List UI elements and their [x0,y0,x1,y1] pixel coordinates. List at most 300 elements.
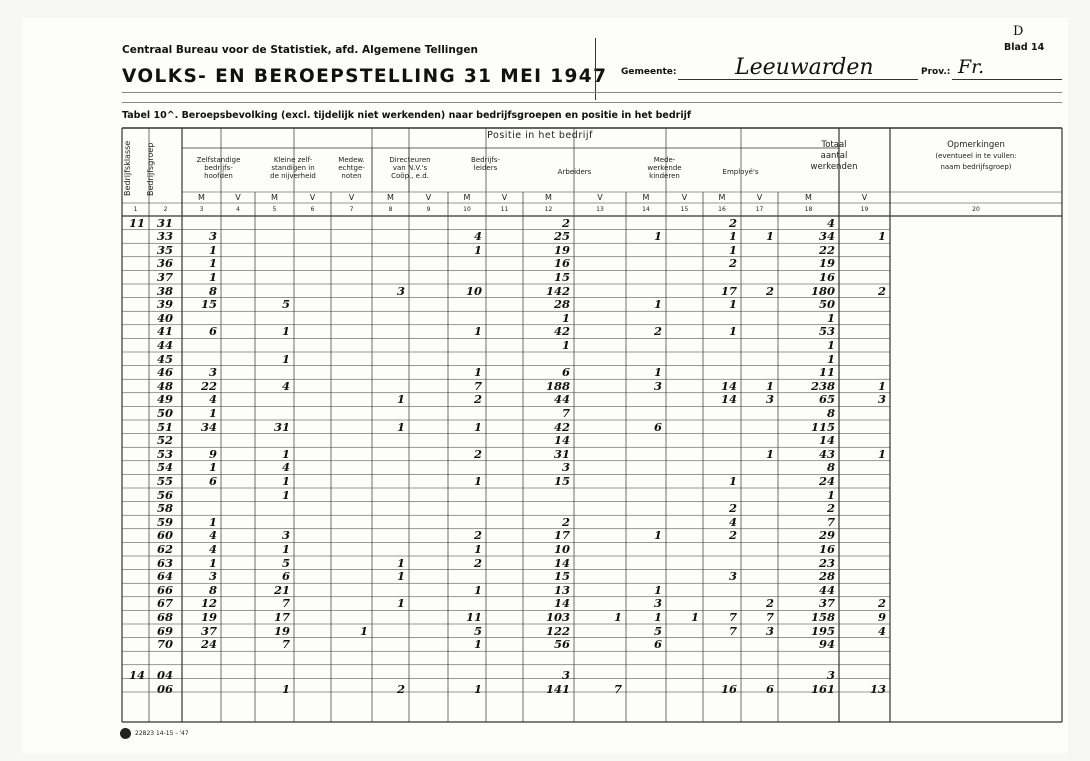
cell-bedrijfsleiders-m: 2 [473,392,482,407]
cell-totaal-m: 16 [818,541,835,556]
cell-arbeiders-m: 15 [553,473,570,488]
cell-bedrijfsgroep: 36 [157,256,174,271]
cell-totaal-m: 180 [810,283,835,298]
cell-directeuren-m: 1 [396,569,405,584]
cell-arbeiders-m: 14 [553,596,570,611]
cell-bedrijfsleiders-m: 1 [473,324,482,339]
col-employes-line: Employé's [722,168,759,176]
cell-totaal-m: 37 [818,596,835,611]
cell-arbeiders-m: 7 [561,405,570,420]
col-totaal-line: aantal [820,151,848,161]
cell-directeuren-m: 2 [396,681,405,696]
cell-bedrijfsgroep: 64 [157,569,174,584]
column-number: 17 [755,206,764,213]
cell-totaal-m: 4 [826,215,835,230]
cell-employes-v: 7 [765,609,774,624]
cell-medewerkende-m: 1 [653,365,662,380]
cell-bedrijfsgroep: 55 [157,473,174,488]
cell-bedrijfsgroep: 63 [157,555,174,570]
column-number: 20 [972,206,980,213]
cell-zelfstandige-m: 15 [200,297,217,312]
cell-bedrijfsgroep: 62 [157,541,174,556]
column-number: 19 [860,206,869,213]
col-medewerkende-kinderen-line: kinderen [649,172,680,180]
cell-bedrijfsleiders-m: 1 [473,419,482,434]
cell-bedrijfsgroep: 59 [157,514,174,529]
cell-kleine-m: 17 [273,609,290,624]
cell-employes-m: 1 [728,242,737,257]
col-bedrijfsklasse: Bedrijfsklasse [123,140,132,196]
column-number: 10 [463,206,471,213]
cell-zelfstandige-m: 1 [208,555,217,570]
cell-bedrijfsgroep: 54 [157,460,174,475]
cell-zelfstandige-m: 4 [208,392,217,407]
col-medewerkende-echtgenoten [331,156,372,180]
col-bedrijfsleiders [448,156,523,172]
cell-kleine-m: 6 [281,569,290,584]
cell-totaal-m: 238 [810,378,835,393]
cell-totaal-v: 2 [877,596,886,611]
cell-totaal-m: 8 [826,460,835,475]
cell-employes-m: 1 [728,297,737,312]
cell-bedrijfsgroep: 45 [157,351,174,366]
col-directeuren-line: Directeuren [389,156,431,164]
cell-bedrijfsgroep: 68 [157,609,174,624]
cell-totaal-m: 23 [818,555,835,570]
cell-zelfstandige-m: 12 [200,596,217,611]
cell-employes-m: 2 [728,215,737,230]
col-opmerkingen-line: Opmerkingen [947,140,1005,150]
cell-kleine-m: 1 [281,351,290,366]
cell-totaal-m: 1 [826,337,835,352]
cell-bedrijfsleiders-m: 1 [473,582,482,597]
col-medewerkende-kinderen [626,156,703,180]
cell-totaal-m: 65 [818,392,835,407]
column-number: 5 [272,206,277,213]
cell-employes-m: 2 [728,528,737,543]
cell-zelfstandige-m: 22 [200,378,217,393]
cell-kleine-m: 31 [273,419,290,434]
mv-label-v: V [501,193,508,202]
cell-arbeiders-m: 14 [553,555,570,570]
cell-arbeiders-v: 7 [613,681,622,696]
cell-bedrijfsgroep: 67 [157,596,174,611]
gemeente-label: Gemeente: [621,67,677,77]
footer-stamp: 22823 14-15 - '47 [120,728,189,739]
cell-kleine-m: 19 [273,623,290,638]
cell-arbeiders-m: 13 [553,582,570,597]
column-number: 4 [236,206,240,213]
cell-totaal-m: 34 [818,229,835,244]
cell-zelfstandige-m: 24 [200,637,217,652]
cell-bedrijfsgroep: 60 [157,528,174,543]
cell-medewerkende-m: 3 [653,378,662,393]
cell-medewerkende-m: 6 [653,637,662,652]
cell-totaal-m: 29 [818,528,835,543]
cell-arbeiders-m: 141 [545,681,570,696]
cell-bedrijfsleiders-m: 2 [473,555,482,570]
cell-arbeiders-m: 3 [561,460,570,475]
cell-totaal-m: 2 [826,501,835,516]
cell-directeuren-m: 1 [396,392,405,407]
col-directeuren-line: van N.V.'s [392,164,428,172]
col-positie: Positie in het bedrijf [487,130,593,141]
mv-label-m: M [718,193,726,202]
cell-arbeiders-m: 10 [553,541,570,556]
cell-medewerkende-v: 1 [690,609,699,624]
col-kleine-zelfstandigen-line: standigen in [271,164,315,172]
cell-arbeiders-m: 14 [553,433,570,448]
col-medewerkende-echtgenoten-line: noten [341,172,362,180]
col-zelfstandige-line: hoofden [204,172,233,180]
cell-kleine-m: 21 [273,582,290,597]
cell-medewerkende-m: 5 [653,623,662,638]
cell-employes-m: 2 [728,256,737,271]
cell-medewerkende-m: 1 [653,229,662,244]
cell-arbeiders-m: 142 [545,283,570,298]
cell-directeuren-m: 1 [396,419,405,434]
cell-totaal-m: 1 [826,487,835,502]
cell-arbeiders-v: 1 [613,609,622,624]
cell-totaal-m: 14 [818,433,835,448]
col-opmerkingen-line: naam bedrijfsgroep) [940,163,1012,171]
cell-bedrijfsleiders-m: 4 [473,229,482,244]
cell-medewerkende-m: 1 [653,609,662,624]
cell-arbeiders-m: 15 [553,569,570,584]
cell-totaal-m: 8 [826,405,835,420]
mv-label-m: M [387,193,394,202]
cell-zelfstandige-m: 6 [208,324,217,339]
cell-bedrijfsgroep: 06 [157,681,174,696]
col-zelfstandige-line: bedrijfs- [204,164,233,172]
col-totaal-line: werkenden [810,162,858,172]
cell-bedrijfsleiders-m: 10 [465,283,482,298]
cell-kleine-m: 1 [281,541,290,556]
cell-medew-v: 1 [359,623,368,638]
cell-bedrijfsgroep: 40 [157,310,174,325]
cell-bedrijfsgroep: 37 [157,269,174,284]
col-directeuren-line: Coöp., e.d. [391,172,429,180]
cell-arbeiders-m: 1 [561,337,570,352]
cell-zelfstandige-m: 6 [208,473,217,488]
cell-arbeiders-m: 25 [553,229,570,244]
column-number: 11 [500,206,509,213]
cell-bedrijfsleiders-m: 2 [473,446,482,461]
cell-kleine-m: 1 [281,324,290,339]
cell-bedrijfsleiders-m: 1 [473,637,482,652]
cell-zelfstandige-m: 3 [208,569,217,584]
column-number: 6 [310,206,315,213]
cell-zelfstandige-m: 3 [208,229,217,244]
cell-bedrijfsgroep: 46 [157,365,174,380]
cell-employes-m: 16 [720,681,737,696]
column-number: 13 [596,206,604,213]
mv-label-v: V [681,193,688,202]
cell-bedrijfsleiders-m: 7 [473,378,482,393]
cell-bedrijfsleiders-m: 1 [473,365,482,380]
cell-totaal-v: 2 [877,283,886,298]
prov-label: Prov.: [921,67,951,77]
cell-bedrijfsklasse: 14 [128,668,145,683]
cell-arbeiders-m: 56 [553,637,570,652]
cell-employes-m: 1 [728,324,737,339]
col-bedrijfsleiders-line: leiders [473,164,498,172]
cell-totaal-m: 22 [818,242,835,257]
cell-zelfstandige-m: 4 [208,528,217,543]
cell-totaal-v: 9 [877,609,886,624]
cell-employes-m: 3 [728,569,737,584]
cell-bedrijfsgroep: 48 [157,378,174,393]
cell-totaal-v: 1 [877,229,886,244]
cell-employes-m: 2 [728,501,737,516]
cell-bedrijfsgroep: 41 [157,324,174,339]
cell-bedrijfsgroep: 33 [157,229,174,244]
cell-zelfstandige-m: 4 [208,541,217,556]
cell-employes-v: 1 [765,378,774,393]
column-number: 12 [544,206,553,213]
cell-bedrijfsgroep: 44 [157,337,174,352]
cell-bedrijfsleiders-m: 1 [473,473,482,488]
cell-medewerkende-m: 1 [653,582,662,597]
cell-zelfstandige-m: 37 [200,623,217,638]
column-number: 3 [199,206,204,213]
cell-zelfstandige-m: 1 [208,256,217,271]
cell-bedrijfsleiders-m: 1 [473,681,482,696]
cell-employes-v: 2 [765,596,774,611]
column-number: 7 [349,206,354,213]
cell-arbeiders-m: 15 [553,269,570,284]
cell-employes-m: 4 [728,514,737,529]
cell-totaal-m: 24 [818,473,835,488]
header-organization: Centraal Bureau voor de Statistiek, afd. Algemene Tellingen [122,44,478,56]
col-opmerkingen [890,140,1062,173]
column-number: 9 [426,206,431,213]
cell-zelfstandige-m: 1 [208,269,217,284]
cell-totaal-v: 1 [877,378,886,393]
col-totaal [778,140,890,173]
cell-arbeiders-m: 6 [561,365,570,380]
cell-bedrijfsleiders-m: 1 [473,242,482,257]
cell-employes-m: 7 [728,609,737,624]
mv-label-v: V [756,193,763,202]
cell-arbeiders-m: 188 [545,378,570,393]
cell-arbeiders-m: 31 [553,446,570,461]
table-title: Tabel 10^. Beroepsbevolking (excl. tijdelijk niet werkenden) naar bedrijfsgroepen en positie in het bedrijf [122,110,692,121]
col-directeuren [372,156,448,180]
cell-kleine-m: 7 [281,637,290,652]
mv-label-v: V [597,193,603,202]
cell-zelfstandige-m: 1 [208,460,217,475]
cell-employes-v: 1 [765,446,774,461]
cell-zelfstandige-m: 1 [208,514,217,529]
gemeente-value: Leeuwarden [735,55,874,80]
column-number: 15 [680,206,689,213]
cell-bedrijfsgroep: 56 [157,487,174,502]
cell-employes-v: 1 [765,229,774,244]
cell-kleine-m: 1 [281,473,290,488]
cell-totaal-m: 44 [818,582,835,597]
cell-directeuren-m: 3 [396,283,405,298]
cell-directeuren-m: 1 [396,596,405,611]
col-medewerkende-echtgenoten-line: Medew. [338,156,365,164]
column-number: 1 [133,206,138,213]
cell-totaal-m: 161 [810,681,835,696]
col-bedrijfsgroep: Bedrijfsgroep [146,142,155,196]
col-medewerkende-kinderen-line: werkende [647,164,682,172]
mv-label-v: V [235,193,241,202]
cell-totaal-m: 53 [818,324,835,339]
cell-employes-m: 17 [720,283,737,298]
cell-arbeiders-m: 42 [553,419,570,434]
cell-kleine-m: 4 [281,378,290,393]
cell-totaal-m: 94 [818,637,835,652]
cell-bedrijfsgroep: 38 [157,283,174,298]
cell-arbeiders-m: 16 [553,256,570,271]
cell-bedrijfsgroep: 49 [157,392,174,407]
cell-zelfstandige-m: 8 [208,283,217,298]
col-kleine-zelfstandigen-line: Kleine zelf- [273,156,313,164]
cell-employes-m: 14 [720,392,737,407]
mv-label-m: M [198,193,205,202]
top-mark: D [1013,24,1024,39]
column-number: 18 [804,206,813,213]
column-number: 2 [163,206,168,213]
cell-bedrijfsgroep: 51 [157,419,174,434]
cell-zelfstandige-m: 3 [208,365,217,380]
cell-totaal-m: 158 [810,609,835,624]
col-arbeiders [523,168,626,176]
blad-label: Blad 14 [1004,42,1045,53]
cell-bedrijfsklasse: 11 [128,215,145,230]
mv-label-v: V [861,193,868,202]
cell-arbeiders-m: 103 [545,609,570,624]
cell-totaal-m: 11 [818,365,835,380]
mv-label-v: V [309,193,316,202]
cell-bedrijfsgroep: 50 [157,405,174,420]
cell-totaal-v: 3 [877,392,886,407]
stamp-dot-icon [120,728,131,739]
cell-totaal-v: 13 [869,681,886,696]
cell-zelfstandige-m: 1 [208,405,217,420]
cell-totaal-v: 4 [877,623,886,638]
cell-totaal-m: 16 [818,269,835,284]
cell-totaal-m: 43 [818,446,835,461]
cell-totaal-m: 1 [826,351,835,366]
mv-label-m: M [642,193,650,202]
cell-employes-m: 1 [728,473,737,488]
cell-bedrijfsleiders-m: 1 [473,541,482,556]
cell-employes-m: 7 [728,623,737,638]
cell-employes-m: 1 [728,229,737,244]
col-employes [703,168,778,176]
cell-kleine-m: 1 [281,446,290,461]
cell-arbeiders-m: 28 [553,297,570,312]
cell-zelfstandige-m: 8 [208,582,217,597]
cell-employes-v: 6 [765,681,774,696]
cell-bedrijfsgroep: 70 [157,637,174,652]
mv-label-v: V [425,193,432,202]
col-kleine-zelfstandigen [255,156,331,180]
cell-totaal-m: 3 [826,668,835,683]
column-number: 14 [642,206,650,213]
cell-medewerkende-m: 6 [653,419,662,434]
cell-employes-v: 3 [765,623,774,638]
cell-totaal-m: 19 [818,256,835,271]
cell-kleine-m: 5 [281,555,290,570]
cell-medewerkende-m: 3 [653,596,662,611]
cell-employes-v: 2 [765,283,774,298]
cell-totaal-m: 28 [818,569,835,584]
cell-kleine-m: 1 [281,681,290,696]
cell-arbeiders-m: 2 [561,215,570,230]
cell-kleine-m: 3 [281,528,290,543]
cell-arbeiders-m: 42 [553,324,570,339]
cell-arbeiders-m: 17 [553,528,570,543]
cell-totaal-v: 1 [877,446,886,461]
mv-label-m: M [545,193,552,202]
cell-directeuren-m: 1 [396,555,405,570]
mv-label-m: M [271,193,278,202]
col-medewerkende-echtgenoten-line: echtge- [338,164,365,172]
col-opmerkingen-line: (eventueel in te vullen: [935,152,1017,160]
cell-kleine-m: 1 [281,487,290,502]
cell-arbeiders-m: 1 [561,310,570,325]
col-bedrijfsleiders-line: Bedrijfs- [471,156,500,164]
col-arbeiders-line: Arbeiders [557,168,592,176]
cell-bedrijfsgroep: 31 [157,215,174,230]
cell-totaal-m: 1 [826,310,835,325]
column-number: 8 [388,206,393,213]
cell-zelfstandige-m: 9 [208,446,217,461]
cell-bedrijfsgroep: 53 [157,446,174,461]
cell-employes-v: 3 [765,392,774,407]
cell-arbeiders-m: 3 [561,668,570,683]
cell-bedrijfsleiders-m: 11 [465,609,482,624]
cell-arbeiders-m: 19 [553,242,570,257]
cell-bedrijfsgroep: 52 [157,433,174,448]
prov-value: Fr. [958,56,985,78]
cell-arbeiders-m: 44 [553,392,570,407]
mv-label-v: V [348,193,355,202]
col-medewerkende-kinderen-line: Mede- [653,156,676,164]
cell-bedrijfsgroep: 35 [157,242,174,257]
cell-kleine-m: 4 [281,460,290,475]
col-kleine-zelfstandigen-line: de nijverheid [270,172,316,180]
col-zelfstandige [182,156,255,180]
cell-medewerkende-m: 2 [653,324,662,339]
col-zelfstandige-line: Zelfstandige [196,156,241,164]
cell-bedrijfsgroep: 69 [157,623,174,638]
cell-arbeiders-m: 2 [561,514,570,529]
cell-zelfstandige-m: 34 [200,419,217,434]
cell-bedrijfsgroep: 04 [157,668,174,683]
cell-arbeiders-m: 122 [545,623,570,638]
cell-zelfstandige-m: 1 [208,242,217,257]
cell-totaal-m: 115 [810,419,835,434]
cell-bedrijfsgroep: 58 [157,501,174,516]
column-number: 16 [718,206,726,213]
cell-medewerkende-m: 1 [653,528,662,543]
col-totaal-line: Totaal [821,140,847,150]
cell-bedrijfsgroep: 66 [157,582,174,597]
mv-label-m: M [805,193,812,202]
cell-medewerkende-m: 1 [653,297,662,312]
cell-totaal-m: 195 [810,623,835,638]
cell-employes-m: 14 [720,378,737,393]
header-title: VOLKS- EN BEROEPSTELLING 31 MEI 1947 [122,66,608,87]
cell-totaal-m: 7 [826,514,835,529]
mv-label-m: M [463,193,471,202]
